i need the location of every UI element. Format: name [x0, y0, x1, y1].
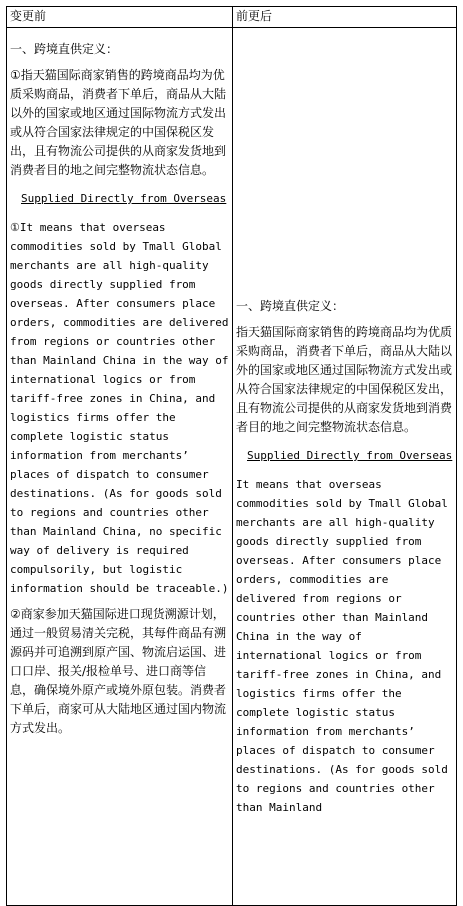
after-cell: [233, 28, 456, 817]
after-en-title-text: Supplied Directly from Overseas: [247, 449, 453, 462]
before-en-title: [10, 189, 229, 208]
comparison-table: [6, 6, 457, 906]
header-after: 前更后: [236, 9, 273, 23]
after-en-definition: It means that overseas commodities sold by Tmall Global merchants are all high-quality goods directly supplied from overseas. After consumers place orders, commodities are delivered from regions or countries other than Mainland China in the way of international logics or from tariff-free zones in China, and logistics firms offer the complete logistic status information from merchants’ places of dispatch to consumer destinations. (As for goods sold to regions and countries other than Mainland: [236, 478, 448, 814]
after-heading: 一、跨境直供定义：: [236, 299, 345, 313]
before-en-title-text: Supplied Directly from Overseas: [21, 192, 227, 205]
before-cn-definition-2: ②商家参加天猫国际进口现货溯源计划，通过一般贸易清关完税，其每件商品有溯源码并可追溯到原产国、物流启运国、进口口岸、报关/报检单号、进口商等信息，确保境外原产或境外原包装。消费者下单后，商家可从大陆地区通过国内物流方式发出。: [10, 607, 227, 735]
after-en-title: [236, 446, 453, 465]
header-before: 变更前: [10, 9, 47, 23]
before-heading: 一、跨境直供定义：: [10, 42, 119, 56]
before-cell: [7, 28, 232, 738]
before-en-definition: ①It means that overseas commodities sold by Tmall Global merchants are all high-quality goods directly supplied from overseas. After consumers place orders, commodities are delivered from regions or countries other than Mainland China in the way of international logics or from tariff-free zones in China, and logistics firms offer the complete logistic status information from merchants’ places of dispatch to consumer destinations. (As for goods sold to regions and countries other than Mainland China, no specific way of delivery is required compulsorily, but logistic information should be traceable.): [10, 221, 229, 595]
before-cn-definition: ①指天猫国际商家销售的跨境商品均为优质采购商品，消费者下单后，商品从大陆以外的国家或地区通过国际物流方式发出或从符合国家法律规定的中国保税区发出，且有物流公司提供的从商家发货地到消费者目的地之间完整物流状态信息。: [10, 68, 227, 177]
after-cn-definition: 指天猫国际商家销售的跨境商品均为优质采购商品，消费者下单后，商品从大陆以外的国家或地区通过国际物流方式发出或从符合国家法律规定的中国保税区发出，且有物流公司提供的从商家发货地到消费者目的地之间完整物流状态信息。: [236, 325, 453, 434]
